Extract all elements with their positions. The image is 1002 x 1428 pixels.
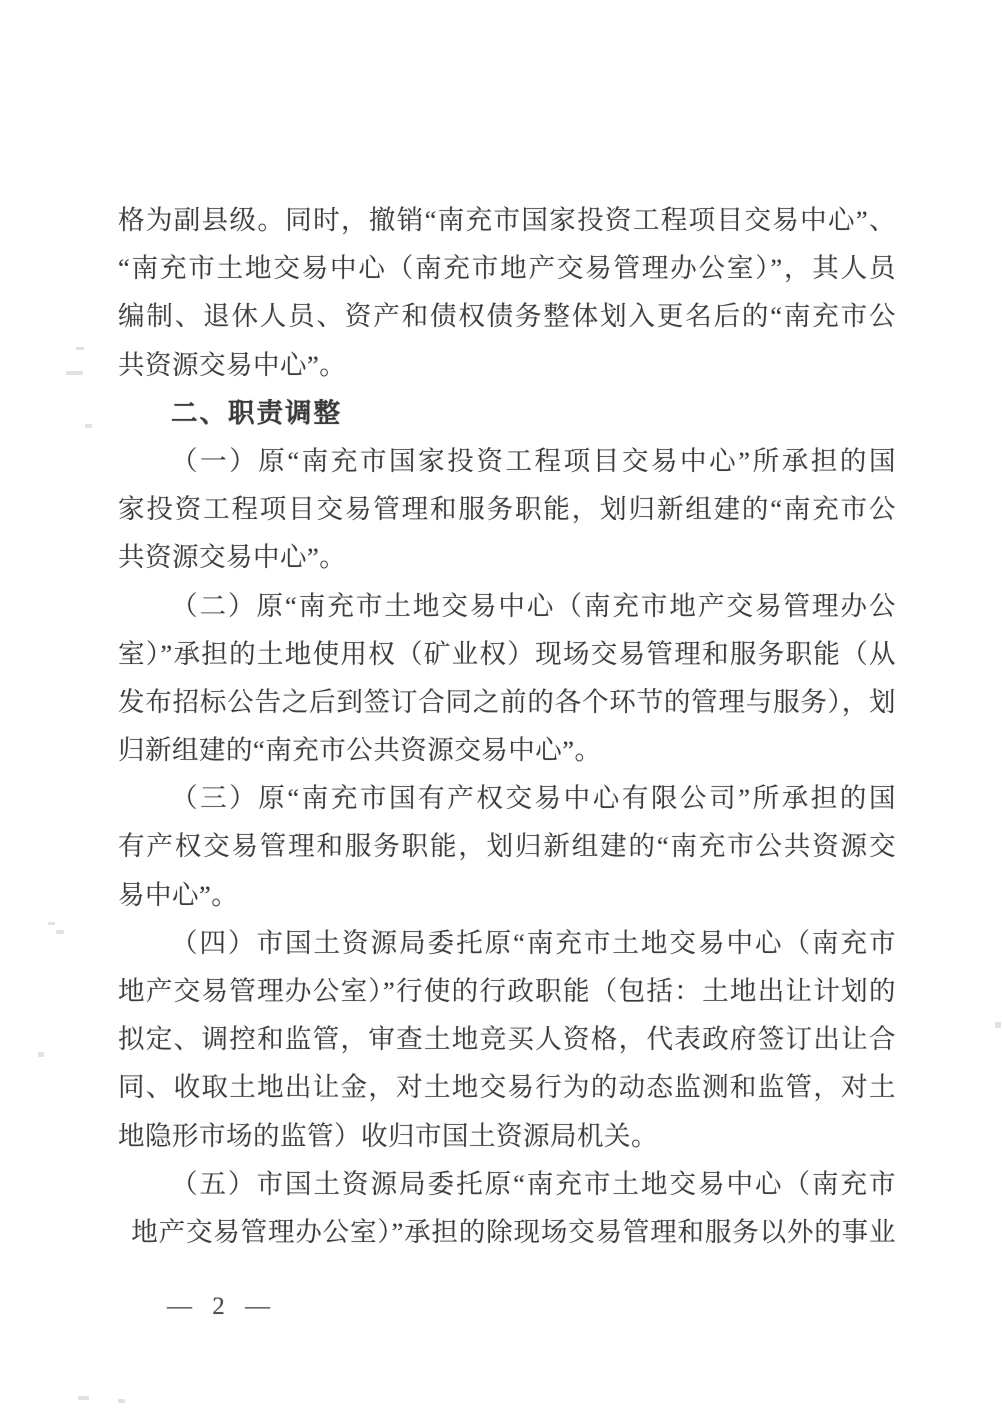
text-line: 共资源交易中心”。 xyxy=(118,542,347,573)
text-line: （三）原“南充市国有产权交易中心有限公司”所承担的国 xyxy=(171,783,896,814)
text-line: （二）原“南充市土地交易中心（南充市地产交易管理办公 xyxy=(171,590,896,621)
scan-speck xyxy=(38,1052,44,1057)
text-line: 编制、退休人员、资产和债权债务整体划入更名后的“南充市公 xyxy=(118,301,896,332)
scan-speck xyxy=(85,424,92,428)
text-line: 共资源交易中心”。 xyxy=(118,349,347,380)
text-line: 地产交易管理办公室）”承担的除现场交易管理和服务以外的事业 xyxy=(131,1216,896,1247)
scan-speck xyxy=(76,347,84,350)
scan-speck xyxy=(56,930,64,934)
text-line: 室）”承担的土地使用权（矿业权）现场交易管理和服务职能（从 xyxy=(118,638,896,669)
text-line: （四）市国土资源局委托原“南充市土地交易中心（南充市 xyxy=(171,927,896,958)
text-line: 地隐形市场的监管）收归市国土资源局机关。 xyxy=(118,1120,658,1151)
scan-speck xyxy=(48,922,55,925)
document-body xyxy=(118,196,896,1256)
text-line: 地产交易管理办公室）”行使的行政职能（包括：土地出让计划的 xyxy=(118,976,896,1006)
text-line: 归新组建的“南充市公共资源交易中心”。 xyxy=(118,735,602,766)
text-line: （一）原“南充市国家投资工程项目交易中心”所承担的国 xyxy=(171,445,896,476)
text-line: 家投资工程项目交易管理和服务职能，划归新组建的“南充市公 xyxy=(118,494,896,525)
text-line: 格为副县级。同时，撤销“南充市国家投资工程项目交易中心”、 xyxy=(118,205,896,235)
text-line: （五）市国土资源局委托原“南充市土地交易中心（南充市 xyxy=(171,1168,896,1199)
text-line: 易中心”。 xyxy=(118,879,239,910)
section-heading: 二、职责调整 xyxy=(171,397,342,428)
text-line: 拟定、调控和监管，审查土地竞买人资格，代表政府签订出让合 xyxy=(118,1024,896,1055)
scan-speck xyxy=(995,1022,1001,1028)
scan-speck xyxy=(66,371,83,375)
scan-speck xyxy=(118,1399,125,1403)
text-line: 有产权交易管理和服务职能，划归新组建的“南充市公共资源交 xyxy=(118,831,896,862)
text-line: 发布招标公告之后到签订合同之前的各个环节的管理与服务），划 xyxy=(118,686,896,717)
text-line: 同、收取土地出让金，对土地交易行为的动态监测和监管，对土 xyxy=(118,1072,896,1103)
page-number: — 2 — xyxy=(167,1293,272,1320)
scan-speck xyxy=(78,1396,89,1400)
text-line: “南充市土地交易中心（南充市地产交易管理办公室）”，其人员 xyxy=(118,253,896,284)
